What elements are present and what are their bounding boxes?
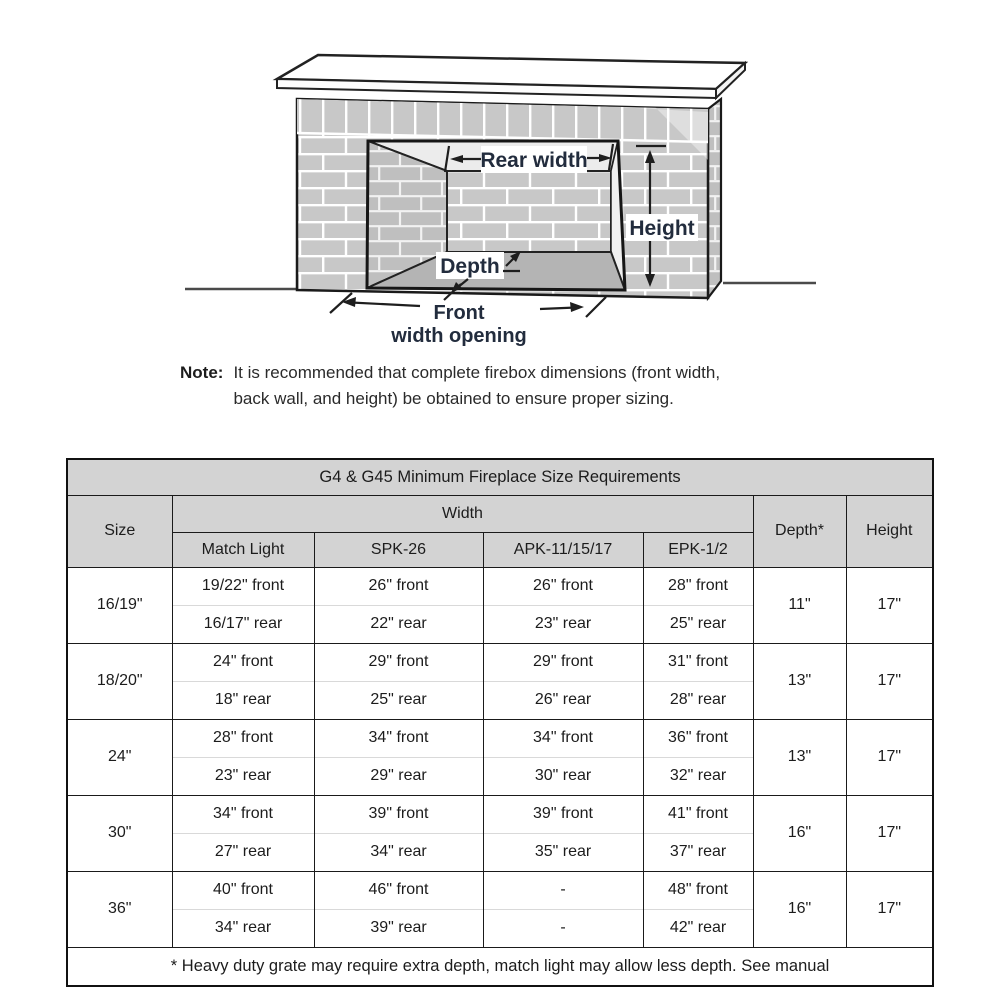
spk-26-cell bbox=[314, 871, 483, 947]
table-title: G4 & G45 Minimum Fireplace Size Requirements bbox=[67, 459, 933, 495]
height-cell: 17" bbox=[846, 643, 933, 719]
front-value: 34" front bbox=[173, 796, 314, 834]
fireplace-diagram bbox=[0, 0, 1000, 352]
rear-value: 35" rear bbox=[534, 843, 592, 860]
rear-value: 29" rear bbox=[370, 767, 427, 784]
header-row-groups bbox=[67, 495, 933, 532]
spk-26-cell bbox=[314, 643, 483, 719]
rear-value: 22" rear bbox=[370, 615, 427, 632]
epk-cell bbox=[643, 719, 753, 795]
front-value: 26" front bbox=[484, 568, 643, 606]
front-value: 28" front bbox=[173, 720, 314, 758]
table-row bbox=[67, 567, 933, 643]
size-cell: 24" bbox=[67, 719, 172, 795]
header-width-group: Width bbox=[172, 495, 753, 532]
note-line1: It is recommended that complete firebox dimensions (front width, bbox=[233, 363, 721, 382]
table-row bbox=[67, 643, 933, 719]
depth-cell: 16" bbox=[753, 795, 846, 871]
size-cell: 36" bbox=[67, 871, 172, 947]
rear-value: 18" rear bbox=[214, 691, 272, 708]
header-depth: Depth* bbox=[753, 495, 846, 567]
note-line2: back wall, and height) be obtained to ensure proper sizing. bbox=[233, 389, 674, 408]
front-value: 26" front bbox=[315, 568, 483, 606]
depth-cell: 13" bbox=[753, 643, 846, 719]
rear-value: 37" rear bbox=[669, 843, 727, 860]
match-light-cell bbox=[172, 871, 314, 947]
rear-value: 34" rear bbox=[214, 919, 272, 936]
front-value: 34" front bbox=[315, 720, 483, 758]
rear-value: 42" rear bbox=[669, 919, 727, 936]
front-value: 46" front bbox=[315, 872, 483, 910]
header-spk-26: SPK-26 bbox=[314, 532, 483, 567]
match-light-cell bbox=[172, 795, 314, 871]
depth-cell: 11" bbox=[753, 567, 846, 643]
front-value: 31" front bbox=[644, 644, 753, 682]
front-value: 36" front bbox=[644, 720, 753, 758]
match-light-cell bbox=[172, 643, 314, 719]
note-label: Note: bbox=[180, 363, 224, 382]
rear-width-label: Rear width bbox=[480, 149, 588, 172]
rear-value: 16/17" rear bbox=[203, 615, 283, 632]
epk-cell bbox=[643, 567, 753, 643]
mantel-slab bbox=[277, 55, 745, 98]
apk-cell bbox=[483, 643, 643, 719]
apk-cell bbox=[483, 567, 643, 643]
table-row bbox=[67, 795, 933, 871]
spk-26-cell bbox=[314, 795, 483, 871]
rear-value: 23" rear bbox=[534, 615, 592, 632]
rear-value: 25" rear bbox=[370, 691, 427, 708]
front-value: 40" front bbox=[173, 872, 314, 910]
front-value: - bbox=[484, 872, 643, 910]
front-value: 48" front bbox=[644, 872, 753, 910]
front-value: 29" front bbox=[315, 644, 483, 682]
header-apk: APK-11/15/17 bbox=[483, 532, 643, 567]
height-cell: 17" bbox=[846, 871, 933, 947]
front-value: 41" front bbox=[644, 796, 753, 834]
rear-value: - bbox=[560, 919, 566, 936]
rear-value: 26" rear bbox=[534, 691, 592, 708]
table-row bbox=[67, 719, 933, 795]
rear-value: 28" rear bbox=[669, 691, 727, 708]
apk-cell bbox=[483, 719, 643, 795]
rear-value: 23" rear bbox=[214, 767, 272, 784]
epk-cell bbox=[643, 795, 753, 871]
depth-cell: 16" bbox=[753, 871, 846, 947]
rear-value: 39" rear bbox=[370, 919, 427, 936]
rear-value: 34" rear bbox=[370, 843, 427, 860]
size-cell: 18/20" bbox=[67, 643, 172, 719]
table-title-row bbox=[67, 459, 933, 495]
front-width-annotation bbox=[330, 293, 606, 347]
height-cell: 17" bbox=[846, 719, 933, 795]
apk-cell bbox=[483, 795, 643, 871]
epk-cell bbox=[643, 643, 753, 719]
rear-value: 25" rear bbox=[669, 615, 727, 632]
rear-value: 30" rear bbox=[534, 767, 592, 784]
front-value: 39" front bbox=[484, 796, 643, 834]
front-value: 28" front bbox=[644, 568, 753, 606]
height-cell: 17" bbox=[846, 567, 933, 643]
header-height: Height bbox=[846, 495, 933, 567]
front-value: 39" front bbox=[315, 796, 483, 834]
height-label: Height bbox=[629, 217, 695, 240]
front-width-label-line1: Front bbox=[433, 302, 485, 324]
header-epk: EPK-1/2 bbox=[643, 532, 753, 567]
spk-26-cell bbox=[314, 719, 483, 795]
note-text bbox=[233, 360, 840, 412]
rear-value: 32" rear bbox=[669, 767, 727, 784]
header-size: Size bbox=[67, 495, 172, 567]
front-value: 24" front bbox=[173, 644, 314, 682]
note bbox=[180, 360, 840, 412]
front-value: 34" front bbox=[484, 720, 643, 758]
rear-value: 27" rear bbox=[214, 843, 272, 860]
apk-cell bbox=[483, 871, 643, 947]
size-cell: 30" bbox=[67, 795, 172, 871]
size-cell: 16/19" bbox=[67, 567, 172, 643]
requirements-table bbox=[66, 458, 934, 987]
table-footnote: * Heavy duty grate may require extra depth, match light may allow less depth. See manual bbox=[67, 947, 933, 986]
depth-cell: 13" bbox=[753, 719, 846, 795]
header-match-light: Match Light bbox=[172, 532, 314, 567]
front-value: 19/22" front bbox=[173, 568, 314, 606]
front-width-label-line2: width opening bbox=[391, 325, 527, 347]
epk-cell bbox=[643, 871, 753, 947]
front-value: 29" front bbox=[484, 644, 643, 682]
match-light-cell bbox=[172, 567, 314, 643]
depth-label: Depth bbox=[440, 255, 500, 278]
spk-26-cell bbox=[314, 567, 483, 643]
match-light-cell bbox=[172, 719, 314, 795]
table-row bbox=[67, 871, 933, 947]
height-cell: 17" bbox=[846, 795, 933, 871]
footnote-row bbox=[67, 947, 933, 986]
